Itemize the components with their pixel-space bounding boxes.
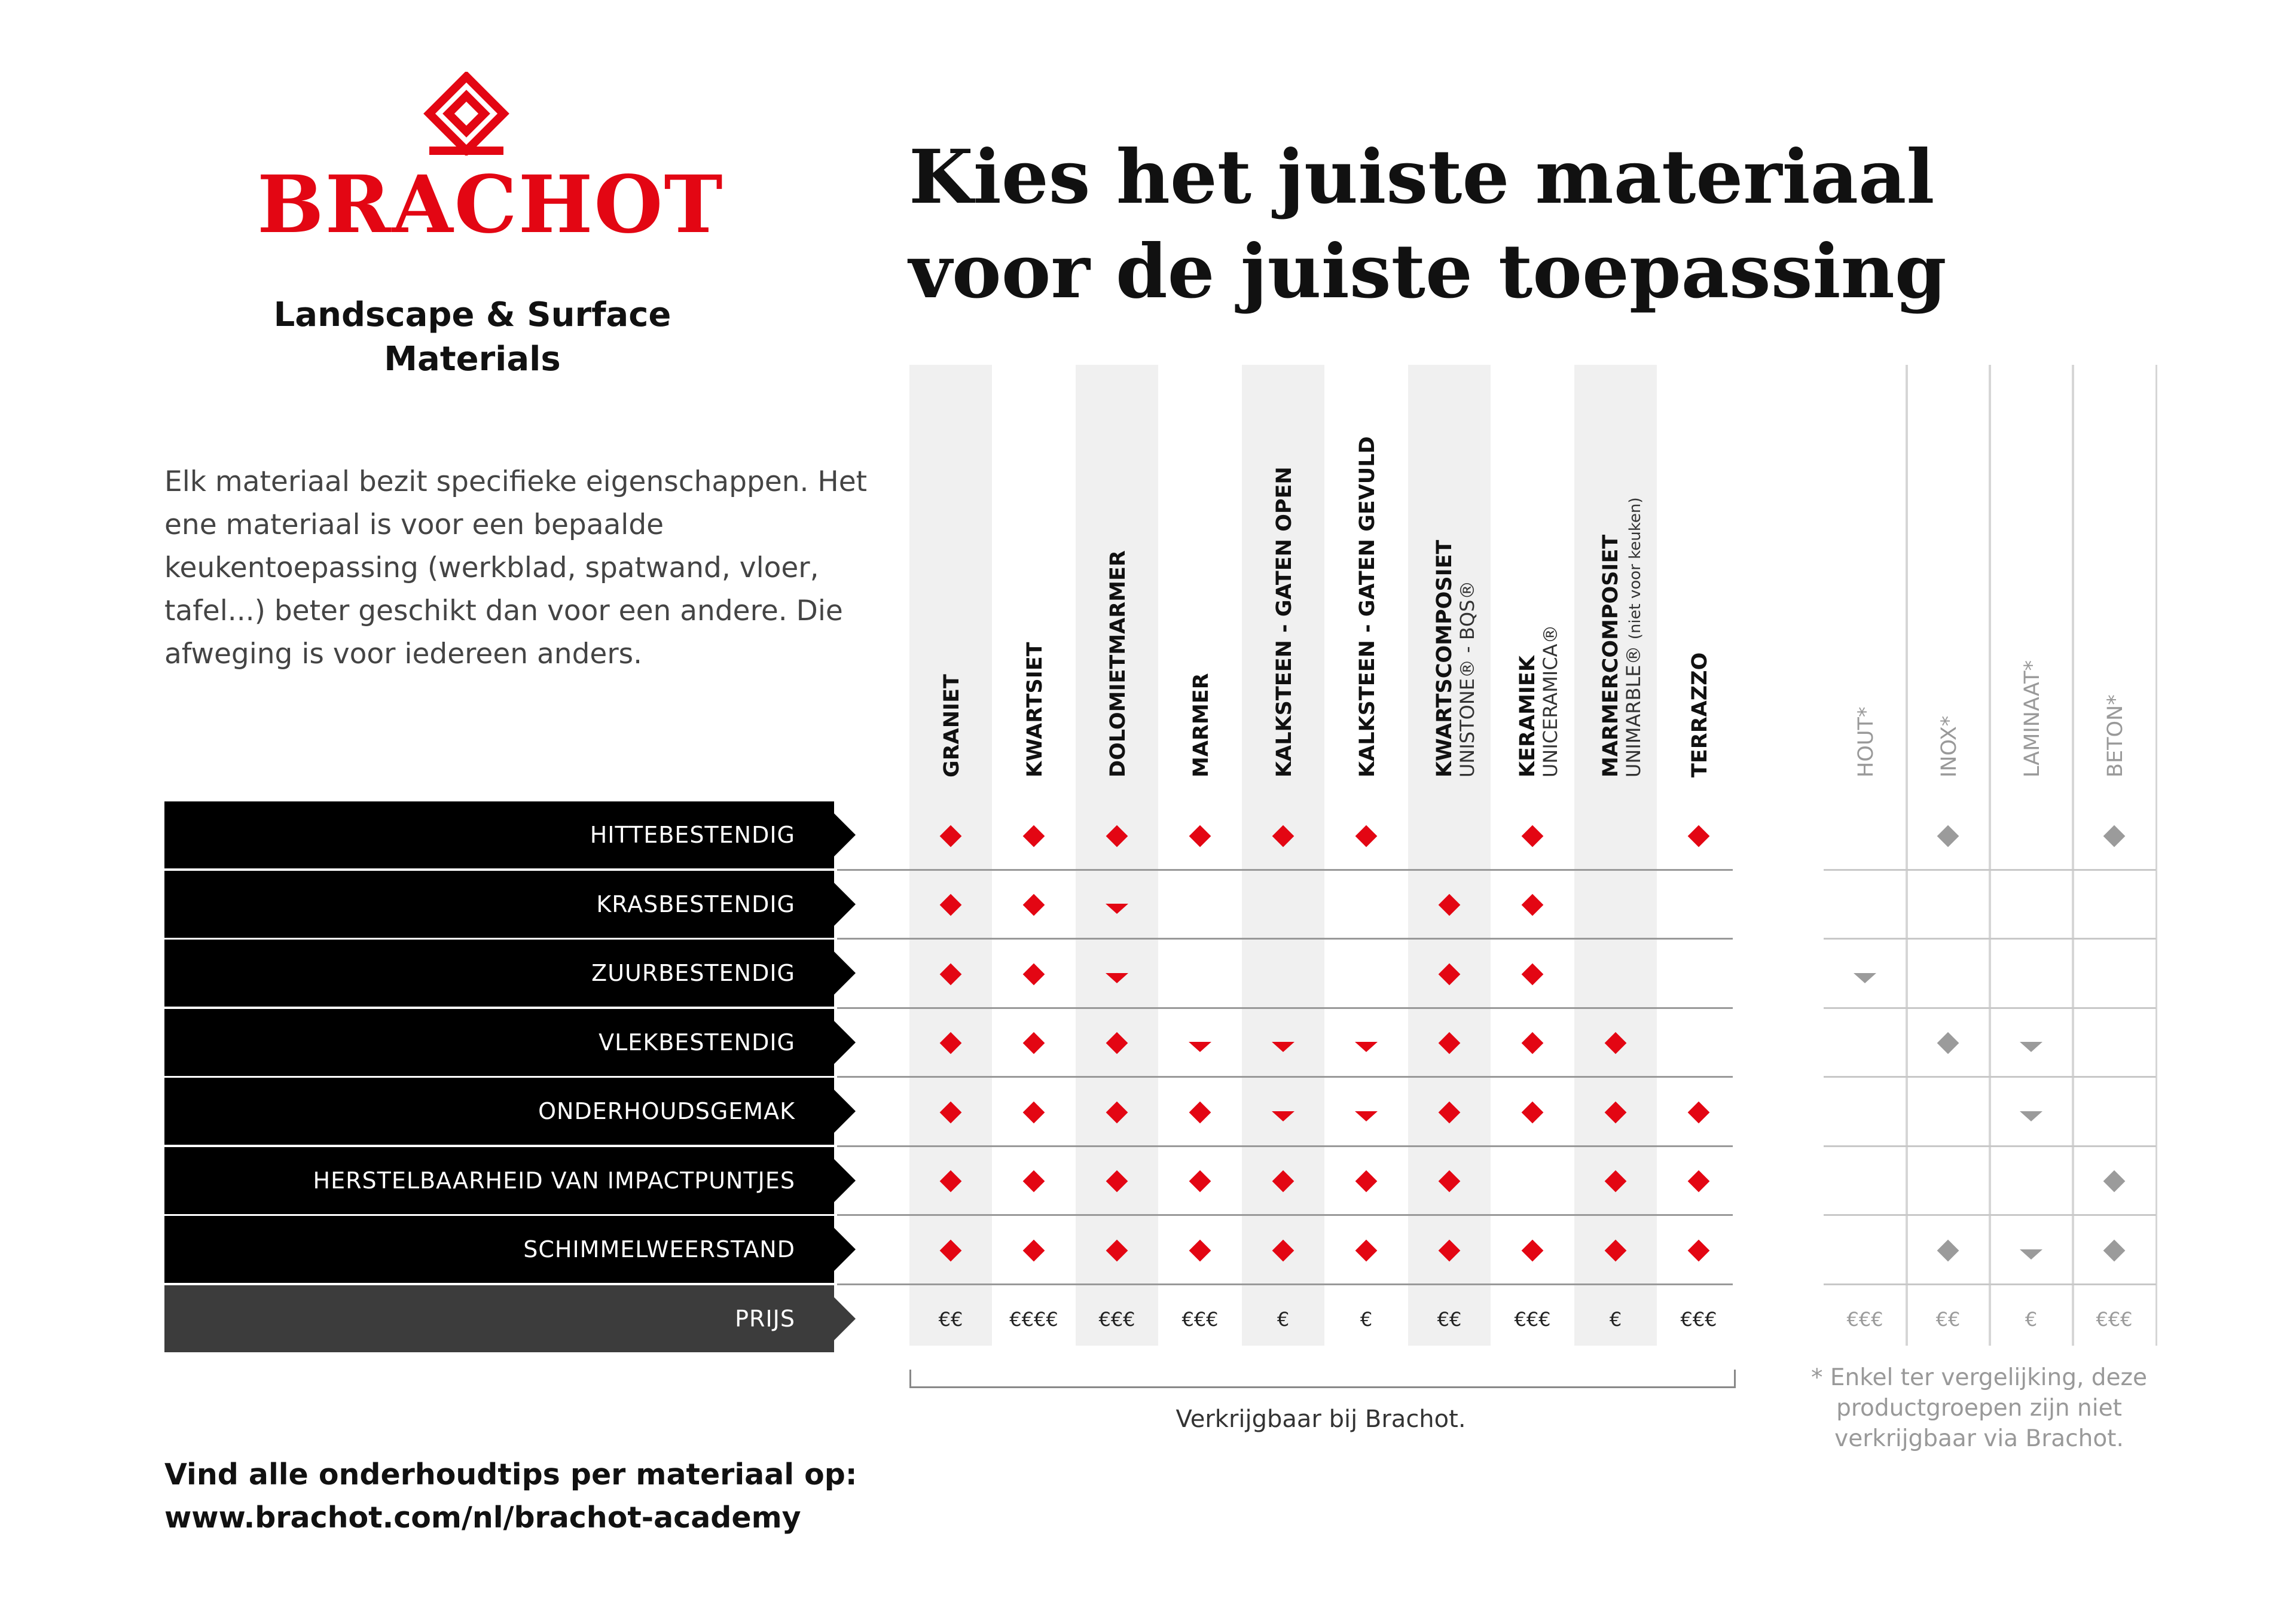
triangle-down-icon xyxy=(1355,1111,1378,1121)
available-label: Verkrijgbaar bij Brachot. xyxy=(1176,1405,1466,1433)
page-title: Kies het juiste materiaal voor de juiste toepassing xyxy=(909,134,1947,315)
row-label-text: ONDERHOUDSGEMAK xyxy=(538,1098,795,1124)
triangle-down-icon xyxy=(1272,1111,1294,1121)
price-row-label xyxy=(164,1285,834,1352)
diamond-icon xyxy=(1937,1239,1959,1261)
price-value: €€ xyxy=(1437,1307,1462,1331)
column-subname xyxy=(1622,497,1647,778)
row-divider xyxy=(1824,1076,2156,1078)
diamond-icon xyxy=(1023,1239,1045,1261)
comparison-divider xyxy=(1906,365,1907,1346)
column-brand: UNISTONE® - BQS® xyxy=(1456,580,1479,778)
column-name: KERAMIEK xyxy=(1516,655,1540,778)
row-divider xyxy=(837,1007,1733,1009)
diamond-icon xyxy=(1023,1032,1045,1054)
diamond-icon xyxy=(1688,1239,1710,1261)
available-bracket xyxy=(909,1370,1736,1388)
diamond-icon xyxy=(1355,825,1378,847)
diamond-icon xyxy=(1189,1170,1211,1193)
row-arrow-icon xyxy=(834,1297,856,1340)
row-divider xyxy=(1824,1145,2156,1147)
comparison-footnote: * Enkel ter vergelijking, deze productgroepen zijn niet verkrijgbaar via Brachot. xyxy=(1811,1364,2147,1452)
column-name: INOX* xyxy=(1937,715,1961,778)
column-brand: UNIMARBLE® xyxy=(1622,645,1645,778)
column-name: KWARTSCOMPOSIET xyxy=(1433,539,1457,778)
property-row-label xyxy=(164,871,834,938)
row-arrow-icon xyxy=(834,1228,856,1271)
row-divider xyxy=(1824,1214,2156,1216)
diamond-icon xyxy=(1522,1101,1544,1123)
comparison-divider xyxy=(2155,365,2157,1346)
row-divider xyxy=(1824,938,2156,940)
row-divider xyxy=(1824,1283,2156,1285)
column-shade xyxy=(1076,365,1158,1346)
row-label-text: VLEKBESTENDIG xyxy=(599,1029,795,1056)
brachot-logo-icon xyxy=(419,72,514,156)
tips-url[interactable]: www.brachot.com/nl/brachot-academy xyxy=(164,1501,801,1535)
row-label-text: KRASBESTENDIG xyxy=(596,891,795,917)
diamond-icon xyxy=(1937,1032,1959,1054)
row-divider xyxy=(1824,869,2156,871)
row-label-text: HERSTELBAARHEID VAN IMPACTPUNTJES xyxy=(313,1167,795,1194)
diamond-icon xyxy=(1023,825,1045,847)
diamond-icon xyxy=(1023,1101,1045,1123)
diamond-icon xyxy=(1522,1032,1544,1054)
diamond-icon xyxy=(1522,894,1544,916)
brand-wordmark: BRACHOT xyxy=(257,158,724,251)
triangle-down-icon xyxy=(2020,1249,2042,1260)
diamond-icon xyxy=(1522,1239,1544,1261)
brand-tagline: Landscape & Surface Materials xyxy=(273,295,671,379)
row-label-text: HITTEBESTENDIG xyxy=(590,822,795,848)
diamond-icon xyxy=(1189,825,1211,847)
price-value: €€€ xyxy=(1098,1307,1135,1331)
diamond-icon xyxy=(1522,963,1544,985)
diamond-icon xyxy=(1688,825,1710,847)
triangle-down-icon xyxy=(1272,1042,1294,1052)
property-row-label xyxy=(164,1216,834,1283)
maintenance-tips xyxy=(164,1453,1002,1539)
column-shade xyxy=(1408,365,1491,1346)
price-value: € xyxy=(1609,1307,1622,1331)
triangle-down-icon xyxy=(1854,973,1876,983)
column-name: MARMERCOMPOSIET xyxy=(1599,534,1623,778)
triangle-down-icon xyxy=(1106,904,1128,914)
diamond-icon xyxy=(1023,963,1045,985)
row-arrow-icon xyxy=(834,1090,856,1133)
property-row-label xyxy=(164,1147,834,1214)
price-value: €€€ xyxy=(1846,1307,1883,1331)
column-note: (niet voor keuken) xyxy=(1626,497,1644,640)
diamond-icon xyxy=(1688,1101,1710,1123)
price-value: €€€€ xyxy=(1009,1307,1058,1331)
property-row-label xyxy=(164,1009,834,1076)
row-arrow-icon xyxy=(834,813,856,856)
triangle-down-icon xyxy=(1355,1042,1378,1052)
price-value: €€€ xyxy=(1680,1307,1717,1331)
row-label-text: PRIJS xyxy=(735,1305,795,1332)
column-name: LAMINAAT* xyxy=(2020,660,2044,778)
row-divider xyxy=(837,869,1733,871)
price-value: €€€ xyxy=(2096,1307,2133,1331)
price-value: € xyxy=(2025,1307,2038,1331)
row-divider xyxy=(1824,1007,2156,1009)
row-arrow-icon xyxy=(834,883,856,926)
price-value: €€€ xyxy=(1514,1307,1551,1331)
comparison-divider xyxy=(1989,365,1990,1346)
row-arrow-icon xyxy=(834,1159,856,1202)
row-label-text: SCHIMMELWEERSTAND xyxy=(523,1236,795,1263)
price-value: € xyxy=(1360,1307,1373,1331)
diamond-icon xyxy=(1023,1170,1045,1193)
column-name: KWARTSIET xyxy=(1023,642,1047,778)
price-value: €€€ xyxy=(1181,1307,1219,1331)
column-name: MARMER xyxy=(1189,673,1213,778)
price-value: €€ xyxy=(938,1307,963,1331)
diamond-icon xyxy=(2103,1239,2126,1261)
property-row-label xyxy=(164,1078,834,1145)
diamond-icon xyxy=(2103,825,2126,847)
diamond-icon xyxy=(2103,1170,2126,1193)
column-subname xyxy=(1539,625,1562,778)
diamond-icon xyxy=(1937,825,1959,847)
row-divider xyxy=(837,1145,1733,1147)
row-divider xyxy=(837,938,1733,940)
triangle-down-icon xyxy=(2020,1042,2042,1052)
column-name: KALKSTEEN - GATEN OPEN xyxy=(1272,467,1296,778)
row-divider xyxy=(837,1283,1733,1285)
diamond-icon xyxy=(1355,1170,1378,1193)
column-name: KALKSTEEN - GATEN GEVULD xyxy=(1355,436,1379,778)
column-name: BETON* xyxy=(2103,694,2127,778)
price-value: € xyxy=(1277,1307,1290,1331)
row-label-text: ZUURBESTENDIG xyxy=(591,960,795,986)
diamond-icon xyxy=(1522,825,1544,847)
comparison-divider xyxy=(2072,365,2074,1346)
column-name: HOUT* xyxy=(1854,706,1878,778)
column-name: TERRAZZO xyxy=(1688,652,1712,778)
column-name: DOLOMIETMARMER xyxy=(1106,550,1130,778)
column-name: GRANIET xyxy=(940,674,964,778)
triangle-down-icon xyxy=(1106,973,1128,983)
diamond-icon xyxy=(1189,1239,1211,1261)
row-divider xyxy=(837,1076,1733,1078)
tips-line: Vind alle onderhoudtips per materiaal op: xyxy=(164,1458,857,1492)
diamond-icon xyxy=(1688,1170,1710,1193)
intro-text: Elk materiaal bezit specifieke eigenschappen. Het ene materiaal is voor een bepaalde keukentoepassing (werkblad, spatwand, vloer, tafel...) beter geschikt dan voor een andere. Die afweging is voor iedereen anders. xyxy=(164,465,868,670)
price-value: €€ xyxy=(1935,1307,1961,1331)
diamond-icon xyxy=(1189,1101,1211,1123)
diamond-icon xyxy=(1023,894,1045,916)
row-arrow-icon xyxy=(834,952,856,995)
property-row-label xyxy=(164,801,834,868)
column-shade xyxy=(909,365,992,1346)
column-brand: UNICERAMICA® xyxy=(1539,624,1562,778)
diamond-icon xyxy=(1355,1239,1378,1261)
row-arrow-icon xyxy=(834,1021,856,1064)
triangle-down-icon xyxy=(1189,1042,1211,1052)
triangle-down-icon xyxy=(2020,1111,2042,1121)
property-row-label xyxy=(164,940,834,1007)
row-divider xyxy=(837,1214,1733,1216)
column-subname xyxy=(1456,540,1479,778)
